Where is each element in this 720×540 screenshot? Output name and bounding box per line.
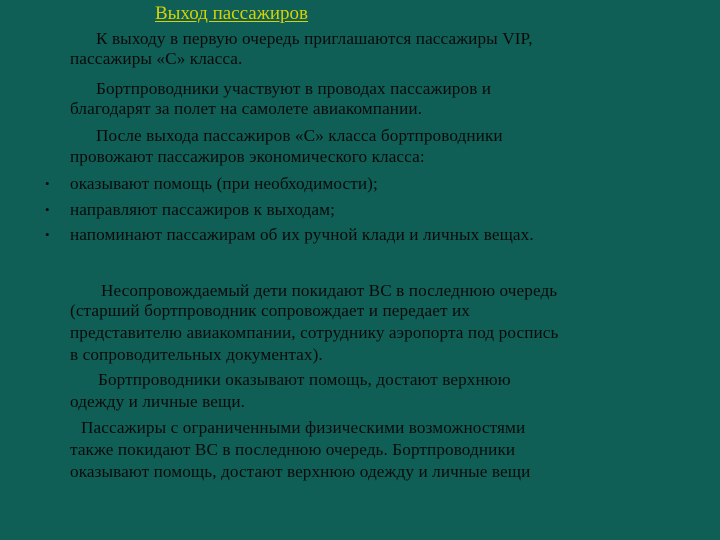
paragraph-line: (старший бортпроводник сопровождает и передает их (70, 301, 470, 320)
bullet-marker: • (45, 202, 50, 217)
paragraph-line: представителю авиакомпании, сотруднику аэропорта под роспись (70, 323, 559, 342)
bullet-item: оказывают помощь (при необходимости); (70, 174, 378, 193)
paragraph-line: одежду и личные вещи. (70, 392, 246, 411)
paragraph-line: оказывают помощь, достают верхнюю одежду и личные вещи (70, 462, 531, 481)
paragraph-line: Бортпроводники оказывают помощь, достают верхнюю (98, 370, 511, 389)
bullet-marker: • (45, 227, 50, 242)
paragraph-line: Несопровождаемый дети покидают ВС в последнюю очередь (101, 281, 558, 300)
paragraph-line: К выходу в первую очередь приглашаются пассажиры VIP, (96, 29, 533, 48)
bullet-marker: • (45, 176, 50, 191)
paragraph-line: благодарят за полет на самолете авиакомпании. (70, 99, 423, 118)
paragraph-line: Пассажиры с ограниченными физическими возможностями (81, 418, 526, 437)
bullet-item: направляют пассажиров к выходам; (70, 200, 335, 219)
paragraph-line: в сопроводительных документах). (70, 345, 323, 364)
paragraph-line: провожают пассажиров экономического класса: (70, 147, 425, 166)
slide-title: Выход пассажиров (155, 3, 308, 24)
paragraph-line: пассажиры «С» класса. (70, 49, 243, 68)
paragraph-line: также покидают ВС в последнюю очередь. Бортпроводники (70, 440, 516, 459)
paragraph-line: После выхода пассажиров «С» класса бортпроводники (96, 126, 503, 145)
paragraph-line: Бортпроводники участвуют в проводах пассажиров и (96, 79, 492, 98)
bullet-item: напоминают пассажирам об их ручной клади и личных вещах. (70, 225, 534, 244)
